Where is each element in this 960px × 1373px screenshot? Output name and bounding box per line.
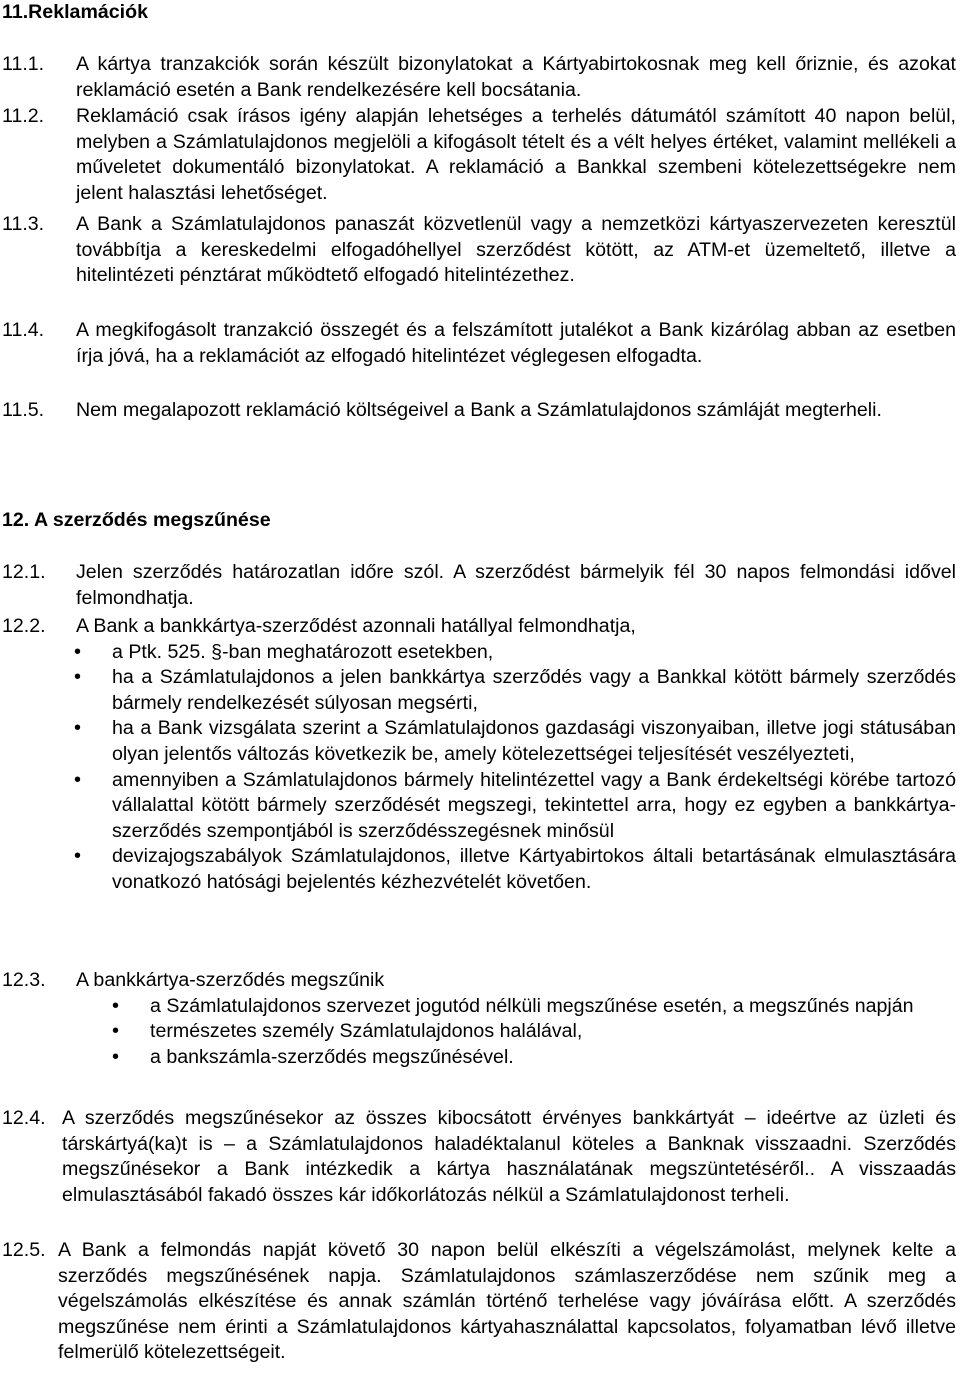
paragraph-text: Nem megalapozott reklamáció költségeivel a Bank a Számlatulajdonos számláját megterheli.	[76, 399, 882, 421]
paragraph-number: 11.2.	[2, 105, 45, 127]
paragraph-11-1	[0, 52, 956, 103]
paragraph-text: Jelen szerződés határozatlan időre szól. A szerződést bármelyik fél 30 napos felmondási idővel felmondhatja.	[76, 561, 956, 609]
list-item: • ha a Bank vizsgálata szerint a Számlatulajdonos gazdasági viszonyaiban, illetve jogi státusában olyan jelentős változás következik be, amely kötelezettségei teljesítését veszélyezteti,	[112, 716, 956, 767]
list-item: • a Ptk. 525. §-ban meghatározott esetekben,	[112, 640, 956, 666]
list-item: • devizajogszabályok Számlatulajdonos, illetve Kártyabirtokos általi betartásának elmulasztására vonatkozó hatósági bejelentés kézhezvételét követően.	[112, 844, 956, 895]
paragraph-text: A szerződés megszűnésekor az összes kibocsátott érvényes bankkártyát – ideértve az üzleti és társkártyá(ka)t is – a Számlatulajdonos haladéktalanul köteles a Banknak visszaadni. Szerződés megszűnésekor a Bank intézkedik a kártya használatának megszüntetéséről.. A visszaadás elmulasztásából fakadó összes kár időkorlátozás nélkül a Számlatulajdonost terheli.	[62, 1107, 956, 1206]
list-item: • ha a Számlatulajdonos a jelen bankkártya szerződés vagy a Bankkal kötött bármely szerződés bármely rendelkezését súlyosan megsérti,	[112, 665, 956, 716]
bullet-list-12-3	[0, 994, 956, 1071]
paragraph-12-2	[0, 614, 956, 896]
paragraph-number: 12.1.	[2, 561, 46, 583]
paragraph-11-5	[0, 398, 956, 424]
paragraph-number: 11.1.	[2, 53, 45, 75]
paragraph-number: 11.4.	[2, 319, 45, 341]
paragraph-text: A Bank a felmondás napját követő 30 napon belül elkészíti a végelszámolást, melynek kelte a szerződés megszűnésének napja. Számlatulajdonos számlaszerződése nem szűnik meg a végelszámolás elkészítése és annak számlán történő terhelése vagy jóváírása előtt. A szerződés megszűnése nem érinti a Számlatulajdonos kártyahasználattal kapcsolatos, folyamatban lévő illetve felmerülő kötelezettségeit.	[58, 1239, 956, 1364]
paragraph-number: 12.5.	[2, 1239, 46, 1261]
list-item: • amennyiben a Számlatulajdonos bármely hitelintézettel vagy a Bank érdekeltségi körébe tartozó vállalattal kötött bármely szerződését megszegi, tekintettel arra, hogy ez egyben a bankkártya-szerződés szempontjából is szerződésszegésnek minősül	[112, 768, 956, 845]
paragraph-12-3	[0, 968, 956, 1070]
paragraph-number: 12.3.	[2, 969, 46, 991]
list-item: • természetes személy Számlatulajdonos halálával,	[150, 1019, 956, 1045]
section-heading-12: 12. A szerződés megszűnése	[2, 509, 271, 531]
paragraph-text: A bankkártya-szerződés megszűnik	[76, 969, 385, 991]
paragraph-text: A kártya tranzakciók során készült bizonylatokat a Kártyabirtokosnak meg kell őriznie, és azokat reklamáció esetén a Bank rendelkezésére kell bocsátania.	[76, 53, 956, 101]
bullet-list-12-2	[0, 640, 956, 896]
paragraph-text: Reklamáció csak írásos igény alapján lehetséges a terhelés dátumától számított 40 napon belül, melyben a Számlatulajdonos megjelöli a kifogásolt tételt és a vélt helyes értéket, valamint mellékeli a műveletet dokumentáló bizonylatokat. A reklamáció a Bankkal szembeni kötelezettségekre nem jelent halasztási lehetőséget.	[76, 105, 956, 204]
paragraph-text: A Bank a bankkártya-szerződést azonnali hatállyal felmondhatja,	[76, 615, 636, 637]
paragraph-text: A megkifogásolt tranzakció összegét és a felszámított jutalékot a Bank kizárólag abban az esetben írja jóvá, ha a reklamációt az elfogadó hitelintézet véglegesen elfogadta.	[76, 319, 956, 367]
paragraph-12-4	[0, 1106, 956, 1208]
paragraph-text: A Bank a Számlatulajdonos panaszát közvetlenül vagy a nemzetközi kártyaszervezeten keresztül továbbítja a kereskedelmi elfogadóhellyel szerződést kötött, az ATM-et üzemeltető, illetve a hitelintézeti pénztárat működtető elfogadó hitelintézethez.	[76, 213, 956, 287]
list-item: • a bankszámla-szerződés megszűnésével.	[150, 1045, 956, 1071]
list-item: • a Számlatulajdonos szervezet jogutód nélküli megszűnése esetén, a megszűnés napján	[150, 994, 956, 1020]
paragraph-number: 12.2.	[2, 615, 46, 637]
paragraph-12-5	[0, 1238, 956, 1366]
paragraph-11-4	[0, 318, 956, 369]
paragraph-11-2	[0, 104, 956, 206]
paragraph-number: 11.5.	[2, 399, 45, 421]
paragraph-number: 12.4.	[2, 1107, 46, 1129]
section-heading-11: 11.Reklamációk	[2, 1, 148, 23]
paragraph-number: 11.3.	[2, 213, 45, 235]
paragraph-11-3	[0, 212, 956, 289]
paragraph-12-1	[0, 560, 956, 611]
